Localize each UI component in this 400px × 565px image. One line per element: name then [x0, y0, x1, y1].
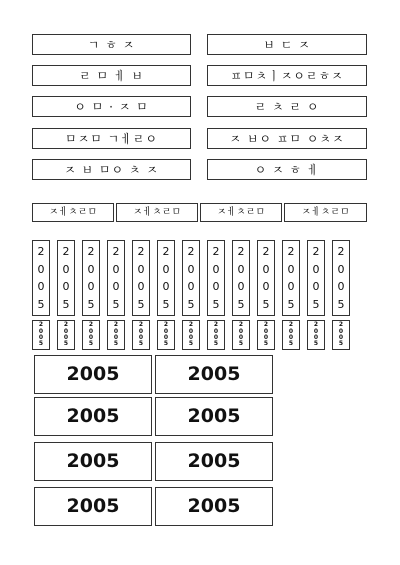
small-label-3[interactable]: ㅈㅔㅊㄹㅁ — [200, 203, 282, 222]
year-tiny-box[interactable]: 2 0 0 5 — [282, 320, 300, 350]
year-vertical-box[interactable]: 2 0 0 5 — [182, 240, 200, 316]
year-vertical-box[interactable]: 2 0 0 5 — [332, 240, 350, 316]
year-tiny-box[interactable]: 2 0 0 5 — [132, 320, 150, 350]
year-large-box[interactable]: 2005 — [34, 355, 152, 394]
year-vertical-box[interactable]: 2 0 0 5 — [82, 240, 100, 316]
year-tiny-box[interactable]: 2 0 0 5 — [307, 320, 325, 350]
year-tiny-box[interactable]: 2 0 0 5 — [157, 320, 175, 350]
year-tiny-box[interactable]: 2 0 0 5 — [107, 320, 125, 350]
year-large-box[interactable]: 2005 — [34, 397, 152, 436]
small-label-4[interactable]: ㅈㅔㅊㄹㅁ — [284, 203, 367, 222]
year-vertical-box[interactable]: 2 0 0 5 — [32, 240, 50, 316]
year-tiny-box[interactable]: 2 0 0 5 — [207, 320, 225, 350]
menu-item-6[interactable]: ㄹ ㅊ ㄹ ㅇ — [207, 96, 367, 117]
menu-item-2[interactable]: ㅂ ㄷ ㅈ — [207, 34, 367, 55]
year-large-box[interactable]: 2005 — [34, 442, 152, 481]
year-vertical-box[interactable]: 2 0 0 5 — [132, 240, 150, 316]
year-large-box[interactable]: 2005 — [155, 355, 273, 394]
year-tiny-box[interactable]: 2 0 0 5 — [332, 320, 350, 350]
small-label-2[interactable]: ㅈㅔㅊㄹㅁ — [116, 203, 198, 222]
year-large-box[interactable]: 2005 — [155, 442, 273, 481]
menu-item-5[interactable]: ㅇ ㅁ · ㅈ ㅁ — [32, 96, 191, 117]
year-vertical-box[interactable]: 2 0 0 5 — [107, 240, 125, 316]
menu-item-10[interactable]: ㅇ ㅈ ㅎ ㅔ — [207, 159, 367, 180]
year-tiny-box[interactable]: 2 0 0 5 — [182, 320, 200, 350]
menu-item-9[interactable]: ㅈ ㅂ ㅁㅇ ㅊ ㅈ — [32, 159, 191, 180]
year-tiny-box[interactable]: 2 0 0 5 — [232, 320, 250, 350]
year-vertical-box[interactable]: 2 0 0 5 — [307, 240, 325, 316]
year-vertical-box[interactable]: 2 0 0 5 — [282, 240, 300, 316]
year-vertical-box[interactable]: 2 0 0 5 — [157, 240, 175, 316]
year-vertical-box[interactable]: 2 0 0 5 — [207, 240, 225, 316]
year-vertical-box[interactable]: 2 0 0 5 — [57, 240, 75, 316]
menu-item-1[interactable]: ㄱ ㅎ ㅈ — [32, 34, 191, 55]
menu-item-3[interactable]: ㄹ ㅁ ㅔ ㅂ — [32, 65, 191, 86]
menu-item-8[interactable]: ㅈ ㅂㅇ ㅍㅁ ㅇㅊㅈ — [207, 128, 367, 149]
year-tiny-box[interactable]: 2 0 0 5 — [257, 320, 275, 350]
year-vertical-box[interactable]: 2 0 0 5 — [232, 240, 250, 316]
year-tiny-box[interactable]: 2 0 0 5 — [32, 320, 50, 350]
year-tiny-box[interactable]: 2 0 0 5 — [82, 320, 100, 350]
menu-item-4[interactable]: ㅍㅁㅊㅣㅈㅇㄹㅎㅈ — [207, 65, 367, 86]
menu-item-7[interactable]: ㅁㅈㅁ ㄱㅔㄹㅇ — [32, 128, 191, 149]
year-vertical-box[interactable]: 2 0 0 5 — [257, 240, 275, 316]
year-large-box[interactable]: 2005 — [155, 487, 273, 526]
year-large-box[interactable]: 2005 — [34, 487, 152, 526]
year-tiny-box[interactable]: 2 0 0 5 — [57, 320, 75, 350]
small-label-1[interactable]: ㅈㅔㅊㄹㅁ — [32, 203, 114, 222]
year-large-box[interactable]: 2005 — [155, 397, 273, 436]
